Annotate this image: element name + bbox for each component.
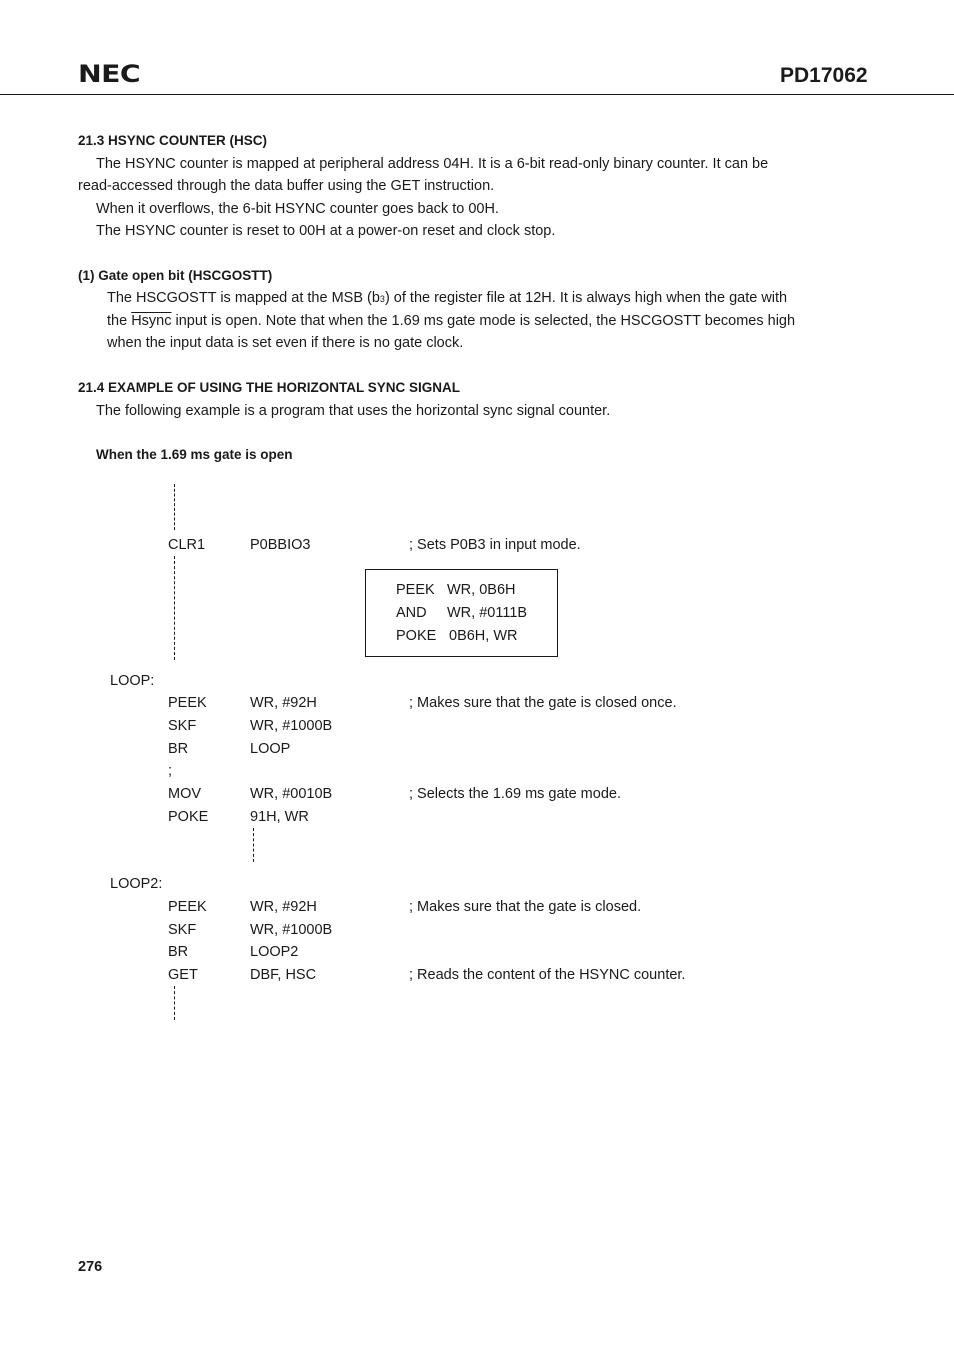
code-label: LOOP: xyxy=(110,673,155,689)
section-21-3-heading: 21.3 HSYNC COUNTER (HSC) xyxy=(78,133,268,148)
code-arg: DBF, HSC xyxy=(250,967,317,983)
code-op: BR xyxy=(168,944,189,960)
code-arg: P0BBIO3 xyxy=(250,537,311,553)
section-21-3-paragraph-3: The HSYNC counter is reset to 00H at a power-on reset and clock stop. xyxy=(96,223,556,239)
code-arg: LOOP xyxy=(250,741,291,757)
code-op: PEEK xyxy=(168,899,207,915)
box-op: PEEK xyxy=(396,582,435,598)
box-op: POKE xyxy=(396,628,437,644)
subsection-1-line-3: when the input data is set even if there is no gate clock. xyxy=(107,335,464,351)
subsection-1-line-2 xyxy=(107,310,795,333)
code-op: SKF xyxy=(168,922,197,938)
section-21-3-paragraph-1b: read-accessed through the data buffer using the GET instruction. xyxy=(78,178,495,194)
code-op: POKE xyxy=(168,809,209,825)
code-op: CLR1 xyxy=(168,537,206,553)
continuation-mark xyxy=(253,828,254,862)
code-label: LOOP2: xyxy=(110,876,163,892)
line-2-pre: the xyxy=(107,313,132,329)
code-arg: LOOP2 xyxy=(250,944,299,960)
code-comment: ; Selects the 1.69 ms gate mode. xyxy=(409,786,621,802)
code-op: MOV xyxy=(168,786,202,802)
continuation-mark xyxy=(174,556,175,660)
code-arg: WR, #1000B xyxy=(250,922,333,938)
line-1-pre: The HSCGOSTT is mapped at the MSB (b xyxy=(107,290,380,306)
section-21-3-paragraph-2: When it overflows, the 6-bit HSYNC counter goes back to 00H. xyxy=(96,201,499,217)
section-21-4-heading: 21.4 EXAMPLE OF USING THE HORIZONTAL SYNC SIGNAL xyxy=(78,380,461,395)
code-comment: ; Reads the content of the HSYNC counter. xyxy=(409,967,686,983)
box-arg: WR, #0111B xyxy=(447,605,528,621)
hsync-overline: Hsync xyxy=(131,313,172,329)
code-op: PEEK xyxy=(168,695,207,711)
nec-logo: NEC xyxy=(78,60,141,88)
subsection-1-line-1 xyxy=(107,287,787,311)
code-arg: WR, #92H xyxy=(250,695,317,711)
box-op: AND xyxy=(396,605,427,621)
continuation-mark xyxy=(174,986,175,1020)
document-number: PD17062 xyxy=(780,64,868,87)
section-21-3-paragraph-1a: The HSYNC counter is mapped at peripheral address 04H. It is a 6-bit read-only binary counter. It can be xyxy=(96,156,769,172)
code-arg: 91H, WR xyxy=(250,809,309,825)
code-op: SKF xyxy=(168,718,197,734)
subsection-1-heading: (1) Gate open bit (HSCGOSTT) xyxy=(78,268,273,283)
line-1-post: ) of the register file at 12H. It is always high when the gate with xyxy=(384,290,788,306)
section-21-4-paragraph: The following example is a program that uses the horizontal sync signal counter. xyxy=(96,403,611,419)
code-arg: WR, #0010B xyxy=(250,786,333,802)
box-arg: 0B6H, WR xyxy=(449,628,518,644)
code-comment: ; Sets P0B3 in input mode. xyxy=(409,537,581,553)
code-op: BR xyxy=(168,741,189,757)
header-rule xyxy=(0,94,954,95)
continuation-mark xyxy=(174,484,175,530)
example-subheading: When the 1.69 ms gate is open xyxy=(96,447,293,462)
line-1-subscript: 3 xyxy=(379,294,385,304)
code-op: GET xyxy=(168,967,198,983)
code-comment: ; Makes sure that the gate is closed once. xyxy=(409,695,677,711)
code-op: ; xyxy=(168,763,173,779)
code-arg: WR, #1000B xyxy=(250,718,333,734)
line-2-post: input is open. Note that when the 1.69 ms gate mode is selected, the HSCGOSTT becomes high xyxy=(171,313,796,329)
box-arg: WR, 0B6H xyxy=(447,582,516,598)
code-comment: ; Makes sure that the gate is closed. xyxy=(409,899,642,915)
page-number: 276 xyxy=(78,1259,103,1275)
code-arg: WR, #92H xyxy=(250,899,317,915)
